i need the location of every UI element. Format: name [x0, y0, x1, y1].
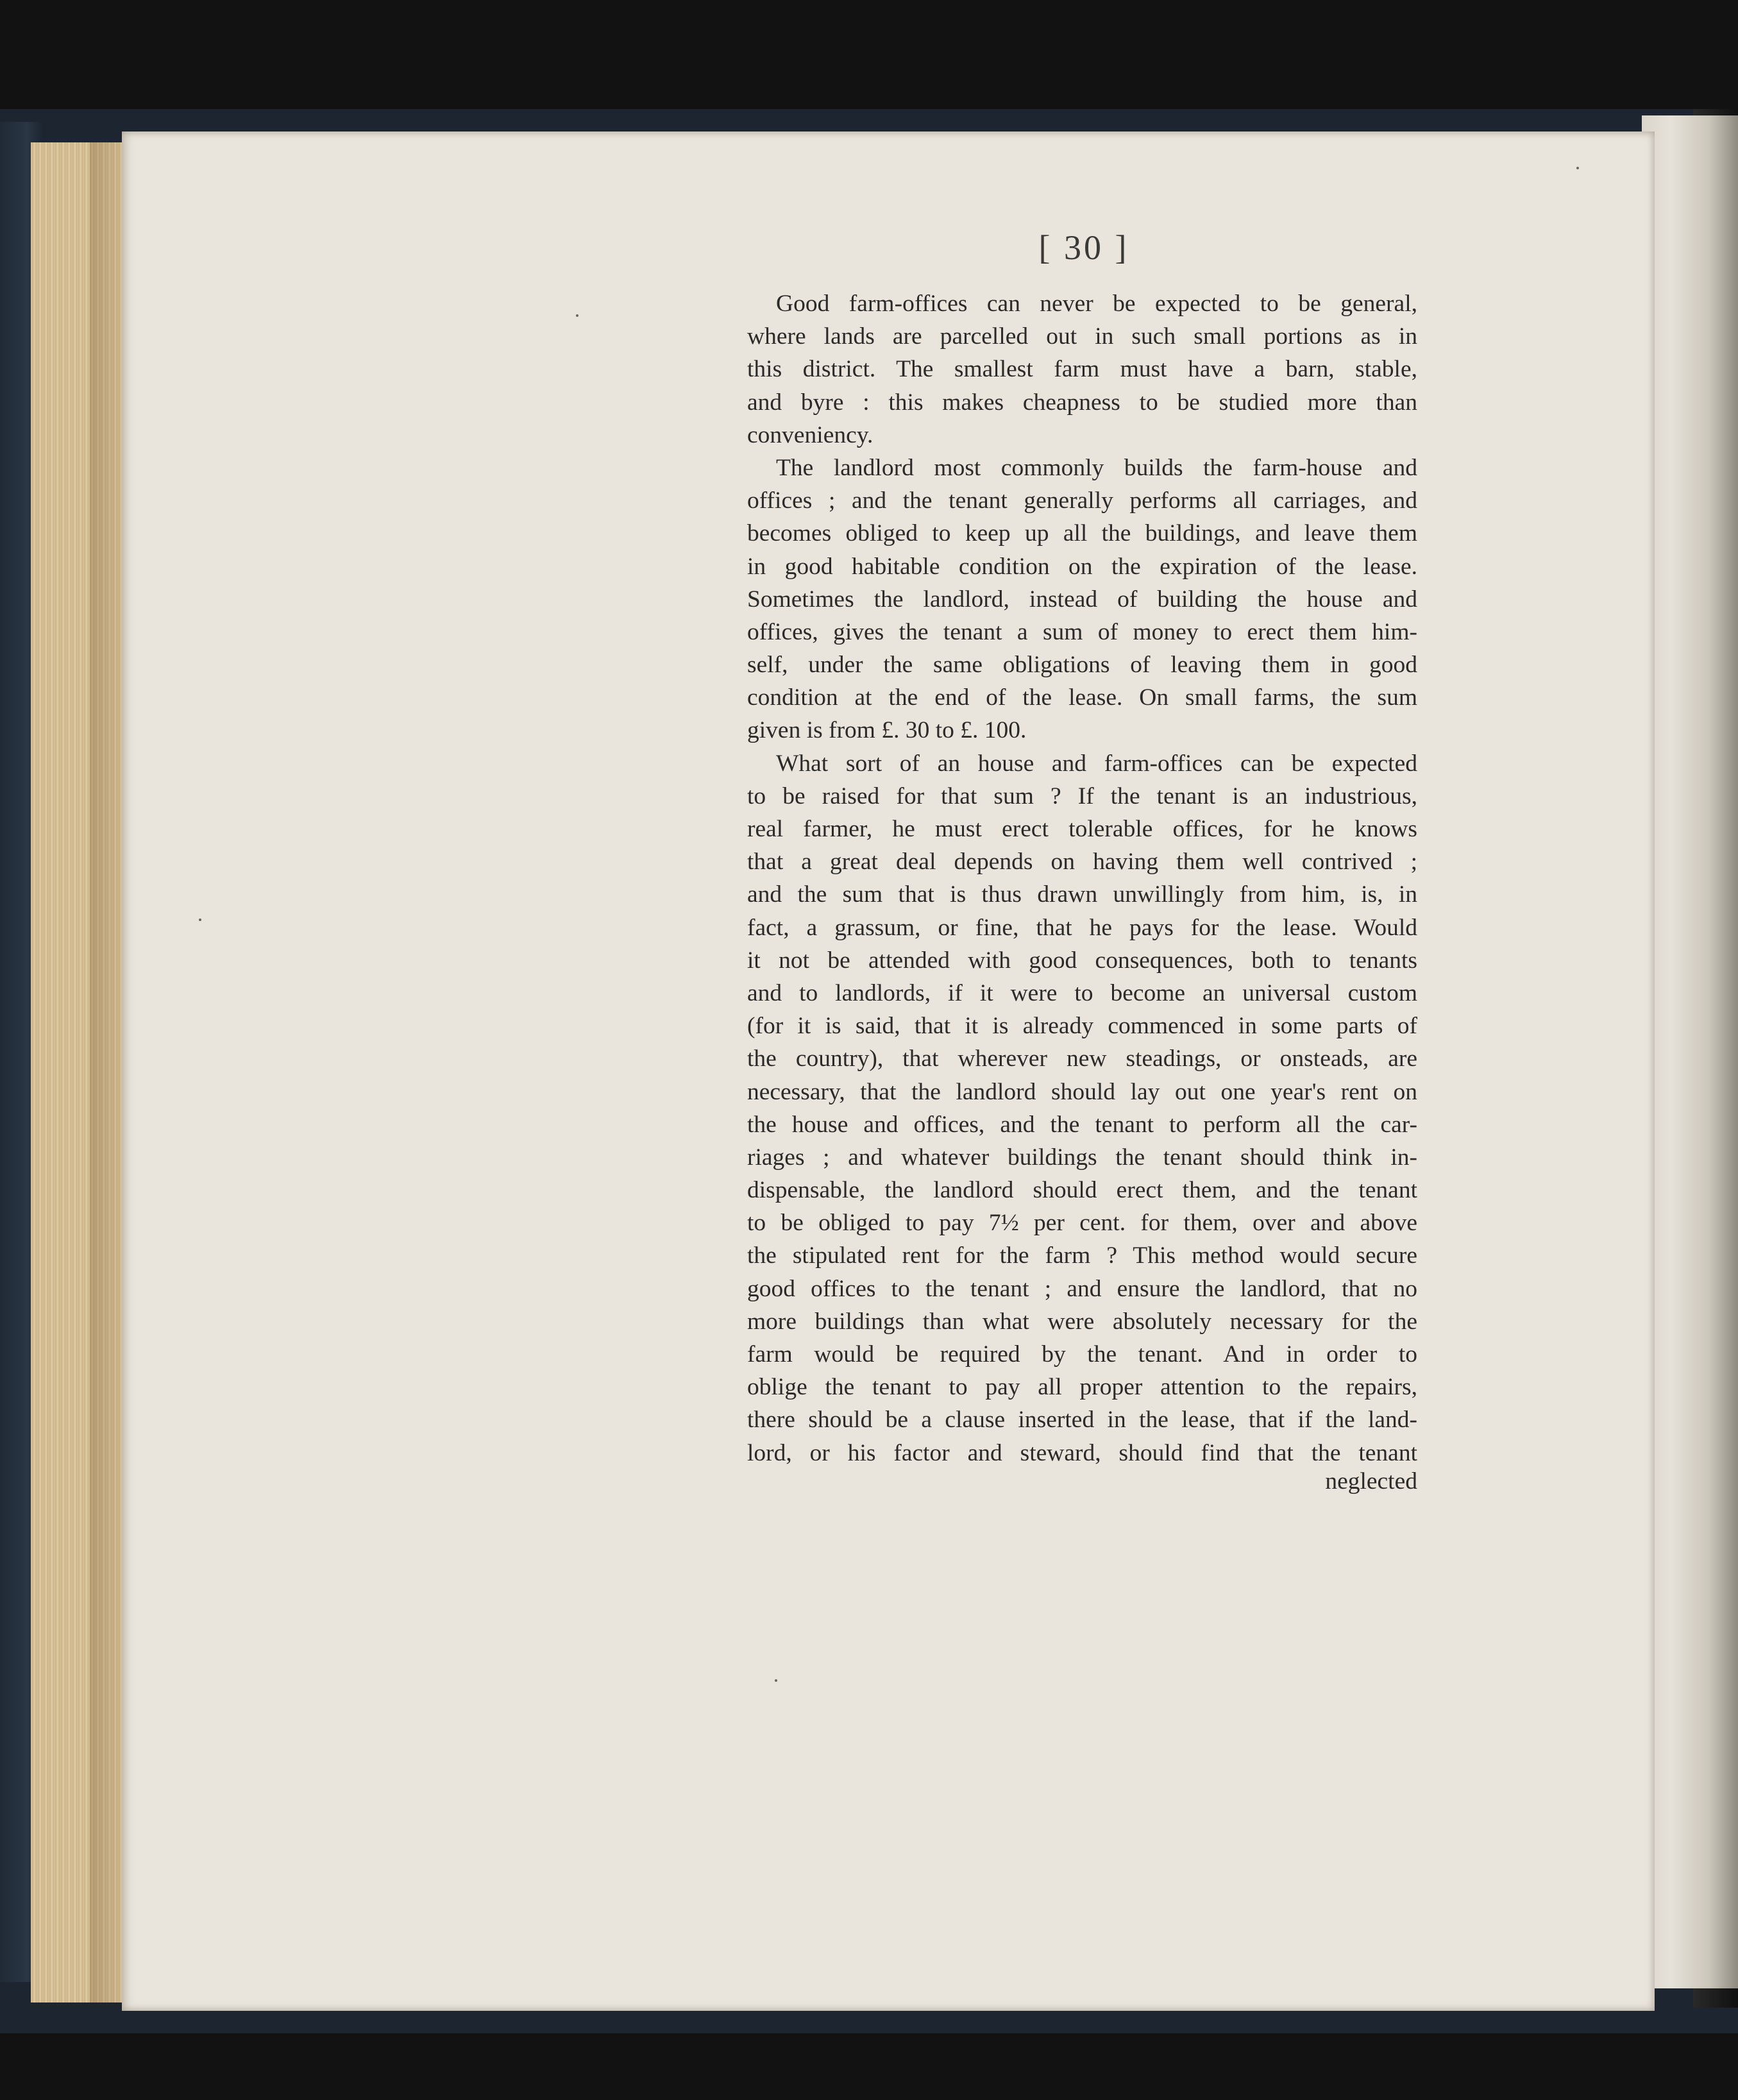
text-line: and to landlords, if it were to become an universal custom: [747, 979, 1417, 1006]
text-line: The landlord most commonly builds the farm-house and: [776, 454, 1417, 481]
paper-speck: [775, 1679, 777, 1682]
text-line: farm would be required by the tenant. And in order to: [747, 1341, 1417, 1368]
text-line: good offices to the tenant ; and ensure the landlord, that no: [747, 1275, 1417, 1302]
text-line: necessary, that the landlord should lay out one year's rent on: [747, 1078, 1417, 1105]
text-line: riages ; and whatever buildings the tenant should think in-: [747, 1144, 1417, 1171]
catchword: neglected: [1325, 1468, 1417, 1495]
text-line: fact, a grassum, or fine, that he pays for the lease. Would: [747, 914, 1417, 941]
text-line: to be obliged to pay 7½ per cent. for them, over and above: [747, 1210, 1417, 1237]
text-line: given is from £. 30 to £. 100.: [747, 717, 1027, 744]
text-line: more buildings than what were absolutely necessary for the: [747, 1308, 1417, 1335]
paper-speck: [576, 314, 578, 317]
text-line: real farmer, he must erect tolerable offices, for he knows: [747, 816, 1417, 842]
text-line: becomes obliged to keep up all the buildings, and leave them: [747, 520, 1417, 547]
text-line: Good farm-offices can never be expected to be general,: [776, 291, 1417, 317]
text-line: the country), that wherever new steadings, or onsteads, are: [747, 1046, 1417, 1072]
text-line: where lands are parcelled out in such small portions as in: [747, 323, 1417, 350]
text-line: Sometimes the landlord, instead of building the house and: [747, 586, 1417, 613]
text-line: and byre : this makes cheapness to be studied more than: [747, 389, 1417, 416]
facing-page-edge: [1642, 115, 1738, 1988]
text-line: the house and offices, and the tenant to perform all the car-: [747, 1111, 1417, 1138]
text-line: offices ; and the tenant generally performs all carriages, and: [747, 487, 1417, 514]
text-line: conveniency.: [747, 421, 873, 448]
text-line: this district. The smallest farm must have a barn, stable,: [747, 356, 1417, 383]
paper-speck: [199, 919, 201, 921]
text-line: lord, or his factor and steward, should find that the tenant: [747, 1439, 1417, 1466]
text-line: condition at the end of the lease. On small farms, the sum: [747, 684, 1417, 711]
text-line: oblige the tenant to pay all proper attention to the repairs,: [747, 1374, 1417, 1401]
body-text: [747, 287, 1417, 1469]
text-line: there should be a clause inserted in the lease, that if the land-: [747, 1407, 1417, 1434]
text-line: What sort of an house and farm-offices can be expected: [776, 750, 1417, 777]
text-line: to be raised for that sum ? If the tenant is an industrious,: [747, 783, 1417, 809]
text-line: it not be attended with good consequences, both to tenants: [747, 947, 1417, 974]
text-line: offices, gives the tenant a sum of money to erect them him-: [747, 618, 1417, 645]
text-line: that a great deal depends on having them well contrived ;: [747, 849, 1417, 876]
text-line: (for it is said, that it is already commenced in some parts of: [747, 1013, 1417, 1040]
paper-speck: [1576, 167, 1579, 169]
page-number: [ 30 ]: [1038, 228, 1129, 267]
text-line: and the sum that is thus drawn unwillingly from him, is, in: [747, 881, 1417, 908]
text-line: dispensable, the landlord should erect them, and the tenant: [747, 1177, 1417, 1204]
text-line: the stipulated rent for the farm ? This method would secure: [747, 1242, 1417, 1269]
text-line: self, under the same obligations of leaving them in good: [747, 652, 1417, 679]
text-line: in good habitable condition on the expiration of the lease.: [747, 553, 1417, 580]
